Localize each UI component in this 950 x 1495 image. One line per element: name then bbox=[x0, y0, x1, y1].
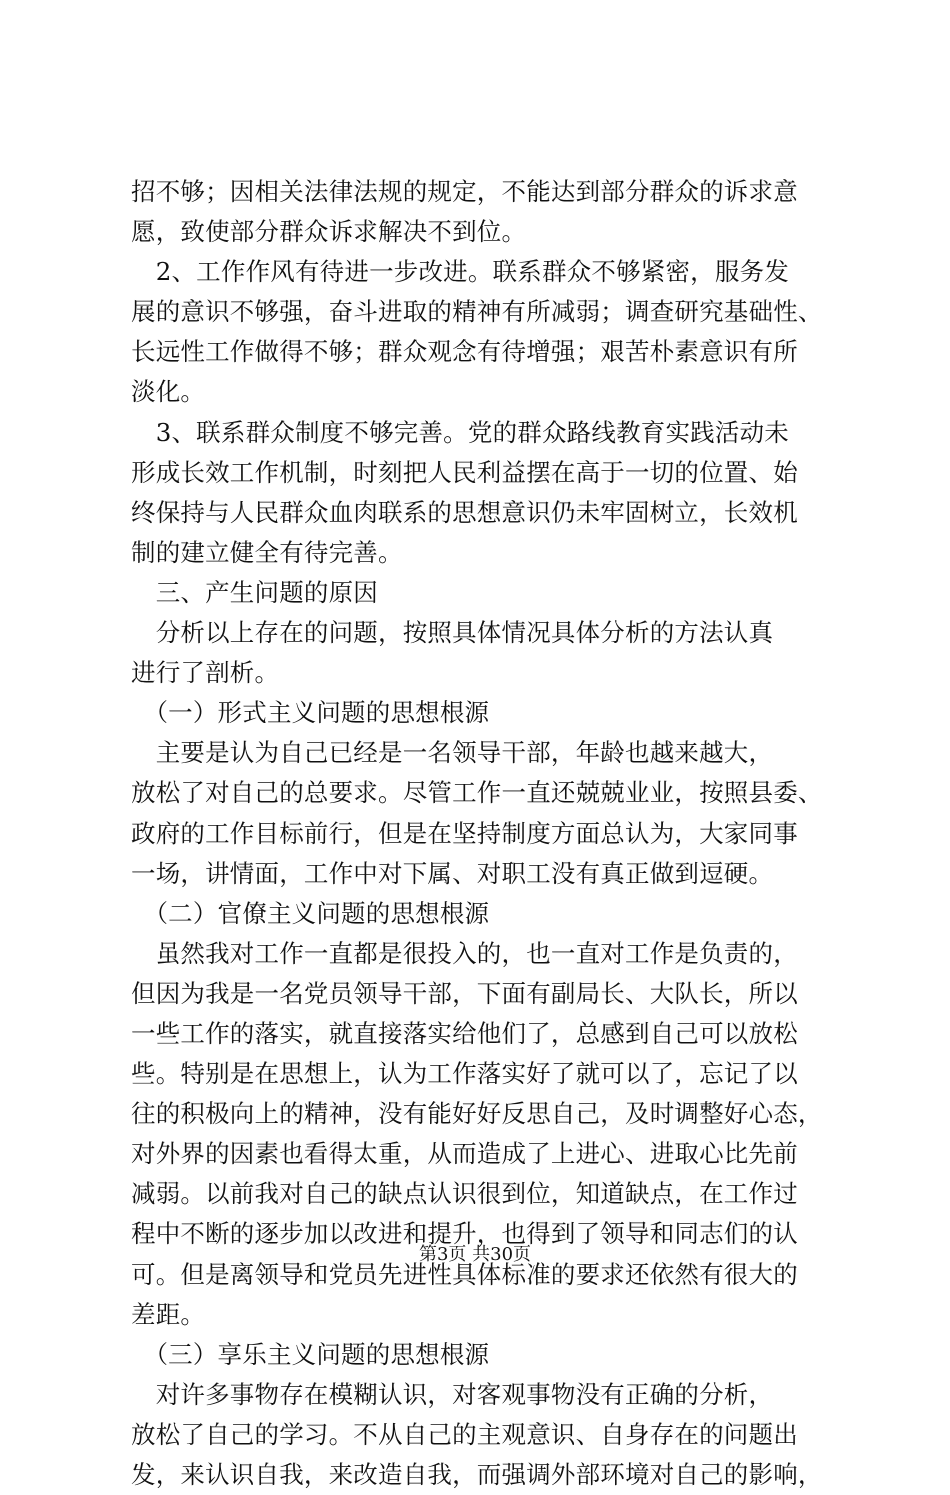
text-line: 虽然我对工作一直都是很投入的，也一直对工作是负责的， bbox=[131, 938, 798, 968]
subsection-heading: （二）官僚主义问题的思想根源 bbox=[131, 898, 490, 928]
text-line: 可。但是离领导和党员先进性具体标准的要求还依然有很大的 bbox=[131, 1259, 798, 1289]
text-line: 差距。 bbox=[131, 1299, 206, 1329]
text-line: 分析以上存在的问题，按照具体情况具体分析的方法认真 bbox=[131, 618, 774, 648]
text-line: 放松了自己的学习。不从自己的主观意识、自身存在的问题出 bbox=[131, 1419, 798, 1449]
text-line: 2、工作作风有待进一步改进。联系群众不够紧密，服务发 bbox=[131, 257, 789, 287]
subsection-heading: （一）形式主义问题的思想根源 bbox=[131, 698, 490, 728]
subsection-heading: （三）享乐主义问题的思想根源 bbox=[131, 1339, 490, 1369]
page-number-label: 第3页 共30页 bbox=[418, 1244, 532, 1265]
text-line: 淡化。 bbox=[131, 377, 206, 407]
text-line: 3、联系群众制度不够完善。党的群众路线教育实践活动未 bbox=[131, 417, 789, 447]
text-line: 终保持与人民群众血肉联系的思想意识仍未牢固树立，长效机 bbox=[131, 497, 798, 527]
text-line: 对外界的因素也看得太重，从而造成了上进心、进取心比先前 bbox=[131, 1139, 798, 1169]
page-footer bbox=[0, 1243, 950, 1267]
section-heading: 三、产生问题的原因 bbox=[131, 577, 378, 607]
body-text bbox=[131, 172, 831, 1495]
text-line: 一场，讲情面，工作中对下属、对职工没有真正做到逗硬。 bbox=[131, 858, 774, 888]
text-line: 减弱。以前我对自己的缺点认识很到位，知道缺点，在工作过 bbox=[131, 1179, 798, 1209]
text-line: 但因为我是一名党员领导干部，下面有副局长、大队长，所以 bbox=[131, 978, 798, 1008]
text-line: 形成长效工作机制，时刻把人民利益摆在高于一切的位置、始 bbox=[131, 457, 798, 487]
text-line: 放松了对自己的总要求。尽管工作一直还兢兢业业，按照县委、 bbox=[131, 778, 823, 808]
text-line: 对许多事物存在模糊认识，对客观事物没有正确的分析， bbox=[131, 1379, 774, 1409]
text-line: 发，来认识自我，来改造自我，而强调外部环境对自己的影响， bbox=[131, 1460, 823, 1489]
text-line: 愿，致使部分群众诉求解决不到位。 bbox=[131, 217, 527, 247]
text-line: 长远性工作做得不够；群众观念有待增强；艰苦朴素意识有所 bbox=[131, 337, 798, 367]
text-line: 主要是认为自己已经是一名领导干部，年龄也越来越大， bbox=[131, 738, 774, 768]
text-line: 往的积极向上的精神，没有能好好反思自己，及时调整好心态， bbox=[131, 1099, 823, 1129]
text-line: 制的建立健全有待完善。 bbox=[131, 537, 403, 567]
text-line: 政府的工作目标前行，但是在坚持制度方面总认为，大家同事 bbox=[131, 818, 798, 848]
text-line: 招不够；因相关法律法规的规定，不能达到部分群众的诉求意 bbox=[131, 177, 798, 206]
text-line: 进行了剖析。 bbox=[131, 658, 280, 688]
text-line: 一些工作的落实，就直接落实给他们了，总感到自己可以放松 bbox=[131, 1018, 798, 1048]
text-line: 程中不断的逐步加以改进和提升，也得到了领导和同志们的认 bbox=[131, 1219, 798, 1249]
text-line: 展的意识不够强，奋斗进取的精神有所减弱；调查研究基础性、 bbox=[131, 297, 823, 327]
text-line: 些。特别是在思想上，认为工作落实好了就可以了，忘记了以 bbox=[131, 1059, 798, 1089]
